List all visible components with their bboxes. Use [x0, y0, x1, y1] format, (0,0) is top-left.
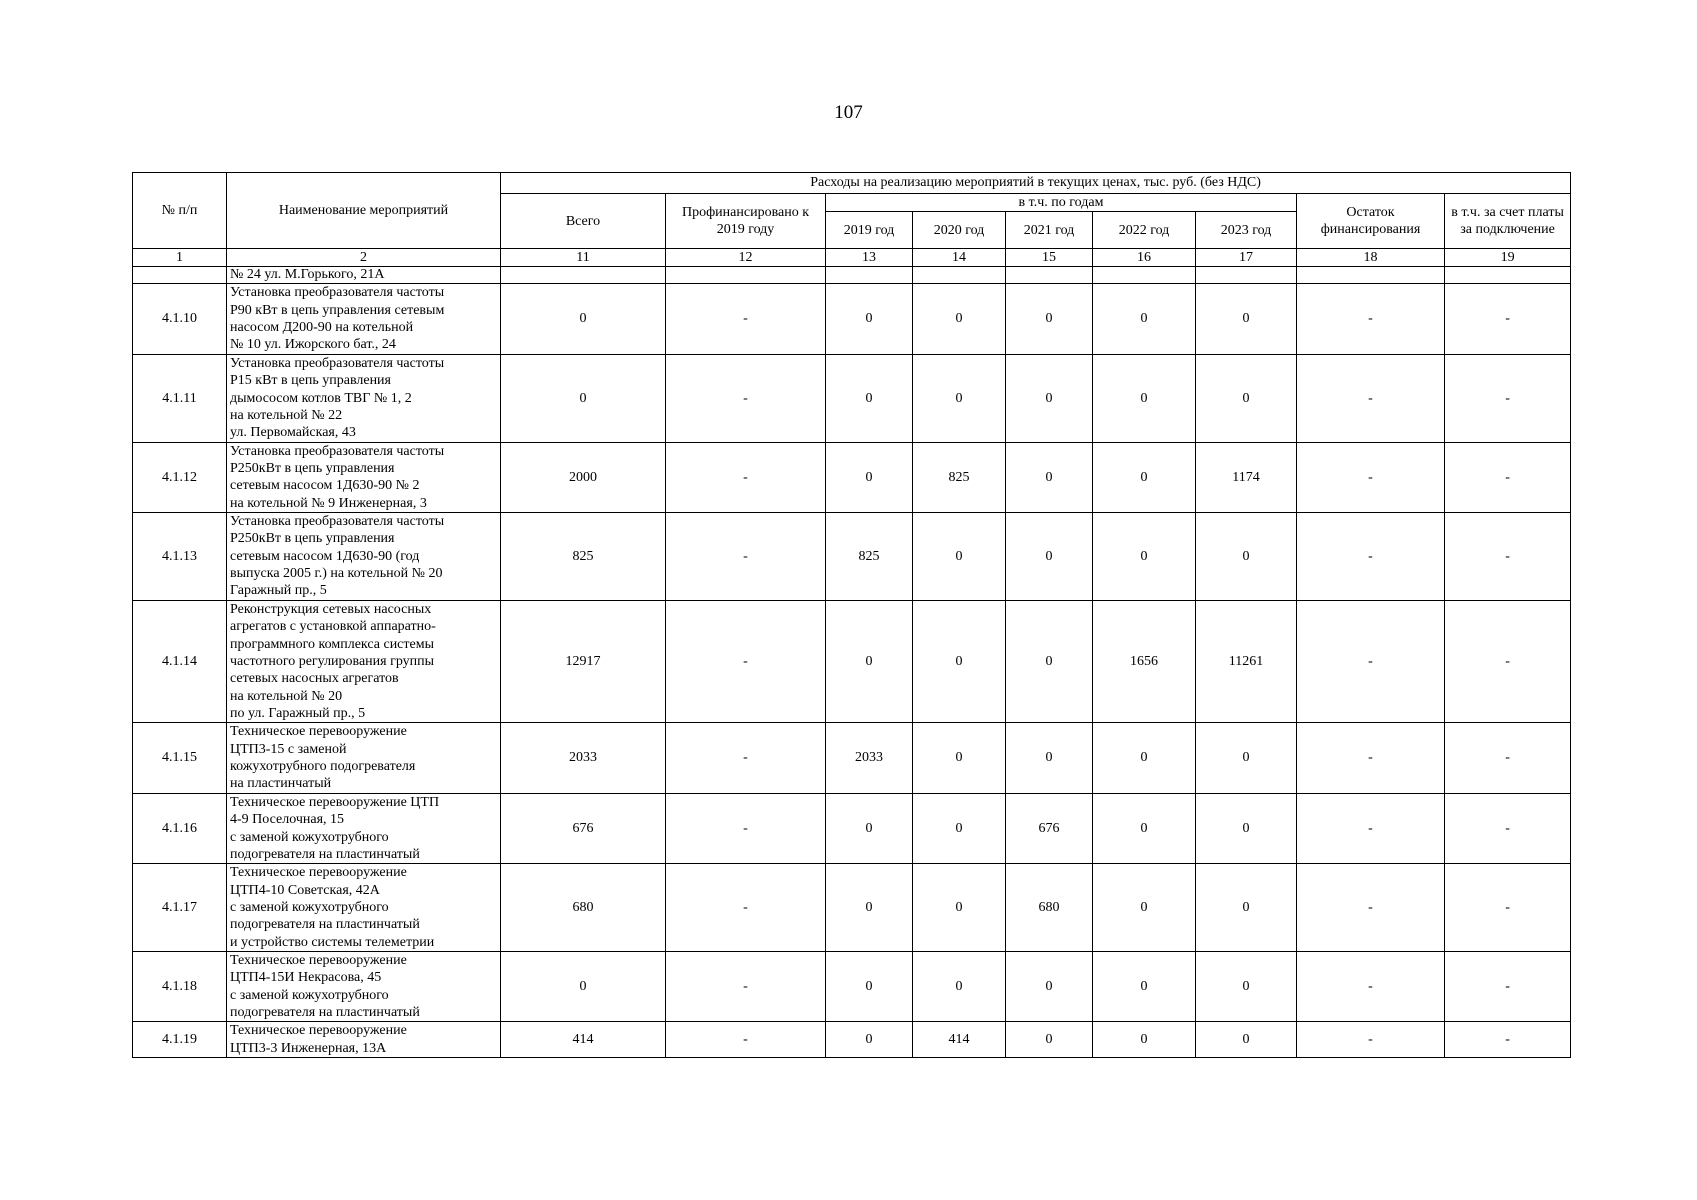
- row-number: 4.1.16: [133, 793, 227, 863]
- row-name-line: Гаражный пр., 5: [230, 583, 327, 599]
- table-row: [133, 442, 1571, 512]
- value-cell: 0: [1093, 513, 1196, 601]
- page-number: 107: [834, 102, 863, 123]
- row-name-line: Техническое перевооружение ЦТП: [230, 794, 440, 810]
- row-number: 4.1.10: [133, 284, 227, 354]
- row-name-line: насосом Д200-90 на котельной: [230, 320, 414, 336]
- value-cell: 0: [826, 952, 913, 1022]
- value-cell: -: [1445, 354, 1571, 442]
- row-name-line: Установка преобразователя частоты: [230, 285, 445, 301]
- value-cell: 825: [501, 513, 666, 601]
- row-name-line: и устройство системы телеметрии: [230, 934, 435, 950]
- value-cell: 0: [913, 600, 1006, 723]
- row-name-line: Техническое перевооружение: [230, 865, 407, 881]
- row-number: 4.1.14: [133, 600, 227, 723]
- row-number: 4.1.11: [133, 354, 227, 442]
- header-financed: Профинансировано к 2019 году: [666, 194, 826, 249]
- row-name-line: на пластинчатый: [230, 776, 332, 792]
- expenses-table: [132, 172, 1571, 1058]
- row-name-line: сетевым насосом 1Д630-90 № 2: [230, 478, 420, 494]
- column-number: 1: [133, 249, 227, 267]
- value-cell: 825: [826, 513, 913, 601]
- row-name: [227, 793, 501, 863]
- row-name-line: Техническое перевооружение: [230, 953, 407, 969]
- empty-cell: [826, 267, 913, 284]
- empty-cell: [1093, 267, 1196, 284]
- table-row: [133, 513, 1571, 601]
- row-name-line: ЦТП3-3 Инженерная, 13А: [230, 1040, 387, 1056]
- row-name-line: подогревателя на пластинчатый: [230, 1005, 420, 1021]
- value-cell: 0: [501, 952, 666, 1022]
- empty-cell: [666, 267, 826, 284]
- column-number: 14: [913, 249, 1006, 267]
- header-year-2023: 2023 год: [1196, 212, 1297, 249]
- value-cell: 0: [1093, 952, 1196, 1022]
- value-cell: 0: [913, 723, 1006, 793]
- value-cell: 0: [1196, 864, 1297, 952]
- value-cell: 0: [1093, 1022, 1196, 1058]
- row-name-line: ЦТП4-10 Советская, 42А: [230, 882, 380, 898]
- value-cell: 825: [913, 442, 1006, 512]
- value-cell: 0: [1196, 952, 1297, 1022]
- row-name: [227, 723, 501, 793]
- row-name: [227, 864, 501, 952]
- value-cell: 0: [1196, 723, 1297, 793]
- row-name: [227, 952, 501, 1022]
- value-cell: -: [1297, 354, 1445, 442]
- header-connection-fee: в т.ч. за счет платы за подключение: [1445, 194, 1571, 249]
- row-name: [227, 513, 501, 601]
- value-cell: -: [666, 952, 826, 1022]
- table-row: [133, 1022, 1571, 1058]
- value-cell: 680: [501, 864, 666, 952]
- row-name-line: подогревателя на пластинчатый: [230, 846, 420, 862]
- value-cell: 0: [1196, 793, 1297, 863]
- row-name: [227, 600, 501, 723]
- row-name-line: Р15 кВт в цепь управления: [230, 373, 391, 389]
- value-cell: 0: [1196, 513, 1297, 601]
- value-cell: 0: [1006, 513, 1093, 601]
- value-cell: -: [666, 284, 826, 354]
- value-cell: -: [666, 793, 826, 863]
- value-cell: -: [1445, 952, 1571, 1022]
- value-cell: 0: [1006, 952, 1093, 1022]
- continuation-name: № 24 ул. М.Горького, 21А: [227, 267, 501, 284]
- header-remainder: Остаток финансирования: [1297, 194, 1445, 249]
- value-cell: -: [1297, 513, 1445, 601]
- row-name-line: выпуска 2005 г.) на котельной № 20: [230, 566, 443, 582]
- table-row: [133, 793, 1571, 863]
- header-expenses-group: Расходы на реализацию мероприятий в текущих ценах, тыс. руб. (без НДС): [501, 173, 1571, 194]
- value-cell: 0: [826, 600, 913, 723]
- value-cell: 0: [826, 793, 913, 863]
- row-name-line: № 10 ул. Ижорского бат., 24: [230, 337, 396, 353]
- value-cell: 676: [501, 793, 666, 863]
- row-number: 4.1.12: [133, 442, 227, 512]
- value-cell: 676: [1006, 793, 1093, 863]
- empty-cell: [1006, 267, 1093, 284]
- value-cell: 0: [1093, 864, 1196, 952]
- value-cell: 1174: [1196, 442, 1297, 512]
- value-cell: -: [1297, 284, 1445, 354]
- value-cell: 0: [1196, 284, 1297, 354]
- header-year-2022: 2022 год: [1093, 212, 1196, 249]
- row-number: 4.1.17: [133, 864, 227, 952]
- value-cell: -: [1297, 793, 1445, 863]
- value-cell: -: [666, 442, 826, 512]
- row-name-line: Установка преобразователя частоты: [230, 355, 445, 371]
- empty-cell: [1196, 267, 1297, 284]
- row-name-line: кожухотрубного подогревателя: [230, 759, 416, 775]
- value-cell: 11261: [1196, 600, 1297, 723]
- header-year-2019: 2019 год: [826, 212, 913, 249]
- header-year-2020: 2020 год: [913, 212, 1006, 249]
- row-number: 4.1.18: [133, 952, 227, 1022]
- value-cell: -: [666, 354, 826, 442]
- value-cell: 0: [1093, 793, 1196, 863]
- column-number-row: [133, 249, 1571, 267]
- row-name-line: по ул. Гаражный пр., 5: [230, 705, 366, 721]
- value-cell: -: [666, 723, 826, 793]
- column-number: 11: [501, 249, 666, 267]
- column-number: 17: [1196, 249, 1297, 267]
- header-by-years: в т.ч. по годам: [826, 194, 1297, 212]
- value-cell: -: [1445, 442, 1571, 512]
- value-cell: 0: [1006, 354, 1093, 442]
- value-cell: -: [1297, 1022, 1445, 1058]
- value-cell: 0: [1093, 723, 1196, 793]
- value-cell: -: [1445, 723, 1571, 793]
- column-number: 2: [227, 249, 501, 267]
- row-number: 4.1.19: [133, 1022, 227, 1058]
- value-cell: -: [666, 864, 826, 952]
- row-name-line: Техническое перевооружение: [230, 724, 407, 740]
- header-total: Всего: [501, 194, 666, 249]
- value-cell: 0: [1006, 1022, 1093, 1058]
- table-row: [133, 723, 1571, 793]
- value-cell: 0: [501, 284, 666, 354]
- row-name-line: частотного регулирования группы: [230, 653, 435, 669]
- value-cell: -: [1297, 952, 1445, 1022]
- value-cell: 0: [913, 864, 1006, 952]
- column-number: 15: [1006, 249, 1093, 267]
- row-name: [227, 442, 501, 512]
- row-name-line: 4-9 Поселочная, 15: [230, 812, 345, 828]
- row-name-line: сетевым насосом 1Д630-90 (год: [230, 548, 420, 564]
- value-cell: 0: [1093, 442, 1196, 512]
- value-cell: 0: [913, 952, 1006, 1022]
- value-cell: 0: [826, 864, 913, 952]
- row-name-line: Реконструкция сетевых насосных: [230, 601, 432, 617]
- value-cell: 0: [1196, 354, 1297, 442]
- row-name-line: с заменой кожухотрубного: [230, 829, 389, 845]
- value-cell: 0: [826, 442, 913, 512]
- value-cell: 0: [826, 1022, 913, 1058]
- row-number: 4.1.13: [133, 513, 227, 601]
- row-name-line: на котельной № 9 Инженерная, 3: [230, 495, 427, 511]
- row-name-line: дымососом котлов ТВГ № 1, 2: [230, 390, 412, 406]
- value-cell: 0: [1093, 354, 1196, 442]
- row-name: [227, 354, 501, 442]
- value-cell: -: [1445, 513, 1571, 601]
- value-cell: -: [1297, 442, 1445, 512]
- table-row: [133, 952, 1571, 1022]
- value-cell: 0: [1006, 284, 1093, 354]
- row-name-line: Установка преобразователя частоты: [230, 514, 445, 530]
- value-cell: 0: [1006, 442, 1093, 512]
- column-number: 13: [826, 249, 913, 267]
- row-name-line: сетевых насосных агрегатов: [230, 671, 399, 687]
- value-cell: -: [1445, 864, 1571, 952]
- value-cell: 0: [913, 513, 1006, 601]
- row-name-line: Р90 кВт в цепь управления сетевым: [230, 302, 445, 318]
- row-name-line: агрегатов с установкой аппаратно-: [230, 619, 436, 635]
- value-cell: -: [1297, 864, 1445, 952]
- value-cell: 0: [913, 354, 1006, 442]
- row-name-line: программного комплекса системы: [230, 636, 434, 652]
- column-number: 18: [1297, 249, 1445, 267]
- value-cell: 414: [501, 1022, 666, 1058]
- table-header: [133, 173, 1571, 249]
- row-name-line: с заменой кожухотрубного: [230, 899, 389, 915]
- value-cell: 2033: [826, 723, 913, 793]
- value-cell: -: [666, 513, 826, 601]
- row-name-line: Техническое перевооружение: [230, 1023, 407, 1039]
- value-cell: 0: [1093, 284, 1196, 354]
- row-name: [227, 1022, 501, 1058]
- row-name-line: на котельной № 20: [230, 688, 343, 704]
- empty-cell: [501, 267, 666, 284]
- empty-cell: [1445, 267, 1571, 284]
- value-cell: 0: [1006, 723, 1093, 793]
- value-cell: 0: [913, 284, 1006, 354]
- empty-cell: [913, 267, 1006, 284]
- header-name: Наименование мероприятий: [227, 173, 501, 249]
- row-name-line: подогревателя на пластинчатый: [230, 917, 420, 933]
- column-number: 19: [1445, 249, 1571, 267]
- row-number: 4.1.15: [133, 723, 227, 793]
- column-number: 16: [1093, 249, 1196, 267]
- value-cell: 2000: [501, 442, 666, 512]
- continuation-num: [133, 267, 227, 284]
- value-cell: 0: [913, 793, 1006, 863]
- table-row: [133, 864, 1571, 952]
- value-cell: 0: [501, 354, 666, 442]
- row-name-line: на котельной № 22: [230, 407, 343, 423]
- value-cell: -: [666, 1022, 826, 1058]
- row-name-line: Р250кВт в цепь управления: [230, 531, 395, 547]
- value-cell: 0: [1196, 1022, 1297, 1058]
- row-name-line: ЦТП4-15И Некрасова, 45: [230, 970, 382, 986]
- value-cell: 0: [826, 284, 913, 354]
- row-name-line: с заменой кожухотрубного: [230, 987, 389, 1003]
- value-cell: -: [1445, 793, 1571, 863]
- table-row: [133, 600, 1571, 723]
- value-cell: 1656: [1093, 600, 1196, 723]
- row-name-line: Р250кВт в цепь управления: [230, 460, 395, 476]
- value-cell: -: [666, 600, 826, 723]
- value-cell: 2033: [501, 723, 666, 793]
- table-row: [133, 284, 1571, 354]
- value-cell: -: [1297, 723, 1445, 793]
- table-row: [133, 354, 1571, 442]
- header-num: № п/п: [133, 173, 227, 249]
- row-name-line: ЦТП3-15 с заменой: [230, 741, 347, 757]
- value-cell: -: [1297, 600, 1445, 723]
- row-name: [227, 284, 501, 354]
- empty-cell: [1297, 267, 1445, 284]
- value-cell: 0: [826, 354, 913, 442]
- table-body: [133, 249, 1571, 1058]
- value-cell: -: [1445, 284, 1571, 354]
- value-cell: -: [1445, 600, 1571, 723]
- value-cell: 414: [913, 1022, 1006, 1058]
- value-cell: 0: [1006, 600, 1093, 723]
- value-cell: 12917: [501, 600, 666, 723]
- value-cell: 680: [1006, 864, 1093, 952]
- value-cell: -: [1445, 1022, 1571, 1058]
- header-year-2021: 2021 год: [1006, 212, 1093, 249]
- row-name-line: ул. Первомайская, 43: [230, 425, 356, 441]
- column-number: 12: [666, 249, 826, 267]
- row-name-line: Установка преобразователя частоты: [230, 443, 445, 459]
- continuation-row: [133, 267, 1571, 284]
